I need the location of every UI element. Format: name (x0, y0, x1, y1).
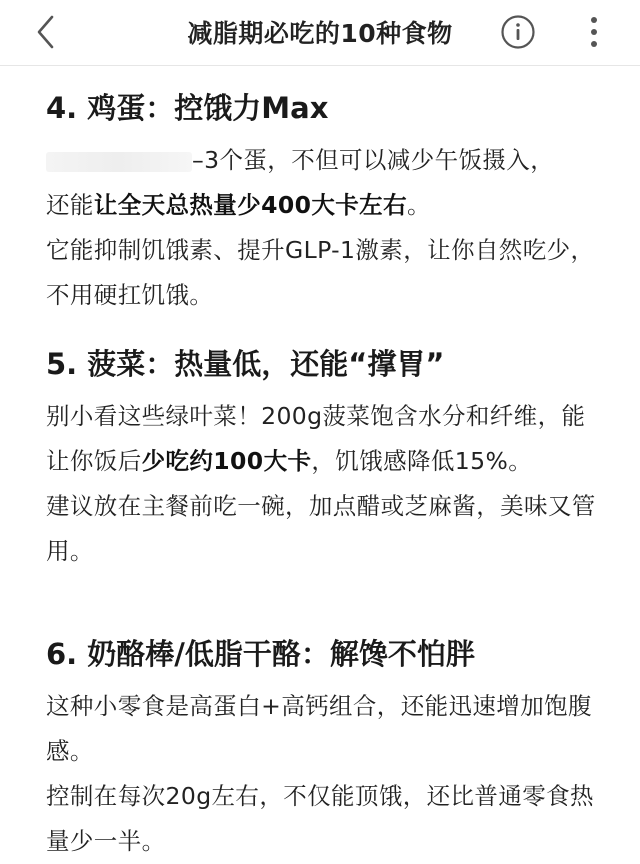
obscured-text (46, 152, 192, 172)
paragraph: –3个蛋，不但可以减少午饭摄入， 还能让全天总热量少400大卡左右。 (46, 146, 555, 219)
bold-highlight: 让全天总热量少400大卡左右 (93, 191, 407, 219)
paragraph: 控制在每次20g左右，不仅能顶饿，还比普通零食热量少一半。 (46, 782, 594, 855)
section-spinach (46, 338, 606, 574)
info-circle-icon (500, 14, 536, 50)
more-vertical-icon (588, 14, 600, 50)
top-navigation-bar (0, 0, 640, 66)
section-heading: 5. 菠菜：热量低，还能“撑胃” (46, 347, 445, 381)
paragraph: 这种小零食是高蛋白+高钙组合，还能迅速增加饱腹感。 (46, 692, 592, 765)
more-button[interactable] (574, 12, 614, 52)
section-eggs (46, 82, 606, 318)
paragraph: 别小看这些绿叶菜！200g菠菜饱含水分和纤维，能让你饭后少吃约100大卡，饥饿感降低15%。 (46, 402, 586, 475)
section-cheese (46, 628, 606, 864)
section-heading: 4. 鸡蛋：控饿力Max (46, 91, 329, 125)
paragraph: 建议放在主餐前吃一碗，加点醋或芝麻酱，美味又管用。 (46, 492, 596, 565)
section-heading: 6. 奶酪棒/低脂干酪：解馋不怕胖 (46, 637, 475, 671)
page-title: 减脂期必吃的10种食物 (187, 19, 453, 48)
paragraph: 它能抑制饥饿素、提升GLP-1激素，让你自然吃少，不用硬扛饥饿。 (46, 236, 595, 309)
info-button[interactable] (498, 12, 538, 52)
bold-highlight: 少吃约100大卡 (141, 447, 312, 475)
